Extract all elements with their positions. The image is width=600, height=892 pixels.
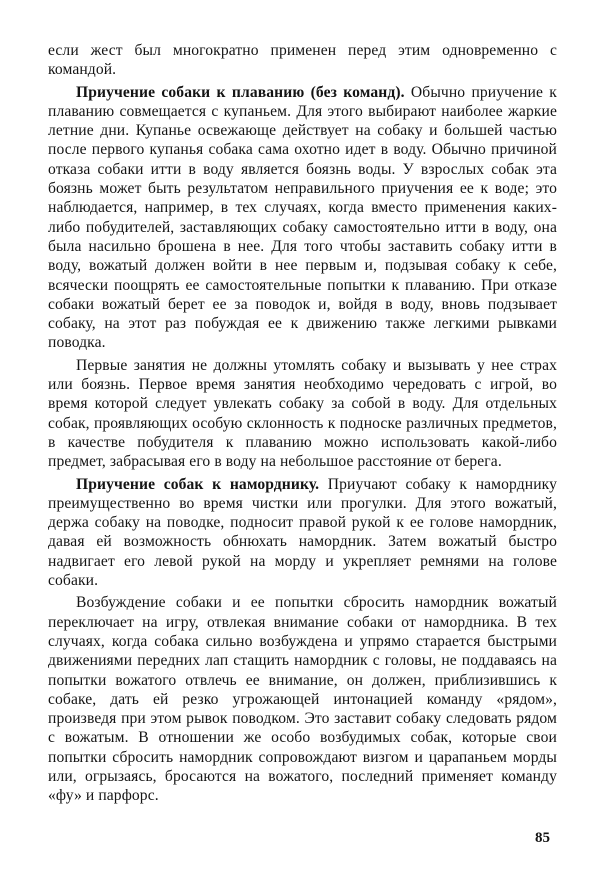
paragraph-muzzle [48, 475, 557, 591]
section-heading-muzzle: Приучение собак к наморднику. [76, 475, 320, 493]
page-number: 85 [535, 830, 550, 846]
paragraph-continuation [48, 41, 557, 80]
paragraph-text: Первые занятия не должны утомлять собаку и вызывать у нее страх или боязнь. Первое время занятия необходимо чередовать с игрой, во время которой следует увлекать собаку за собой в воду. Для отдельных собак, проявляющих особую склонность к подноске различных предметов, в качестве побудителя к плаванию можно использовать какой-либо предмет, забрасывая его в воду на небольшое расстояние от берега. [48, 356, 557, 471]
paragraph-text: Возбуждение собаки и ее попытки сбросить намордник вожатый переключает на игру, отвлекая внимание собаки от намордника. В тех случаях, когда собака сильно возбуждена и упрямо старается быстрыми движениями передних лап стащить намордник с головы, не поддаваясь на попытки вожатого отвлечь ее внимание, он должен, приблизившись к собаке, дать ей резко угрожающей интонацией команду «рядом», произведя при этом рывок поводком. Это заставит собаку следовать рядом с вожатым. В отношении же особо возбудимых собак, которые свои попытки сбросить намордник сопровождают визгом и царапаньем морды или, огрызаясь, бросаются на вожатого, последний применяет команду «фу» и парфорс. [48, 594, 557, 805]
paragraph-excitement [48, 593, 557, 805]
paragraph-text: Обычно приучение к плаванию совмещается с купаньем. Для этого выбирают наиболее жаркие летние дни. Купанье освежающе действует на собаку и большей частью после первого купанья собака сама охотно идет в воду. Обычно причиной отказа собаки итти в воду является боязнь воды. У взрослых собак эта боязнь может быть результатом неправильного приучения ее к воде; это наблюдается, например, в тех случаях, когда вместо применения каких-либо побудителей, заставляющих собаку самостоятельно итти в воду, она была насильно брошена в нее. Для того чтобы заставить собаку итти в воду, вожатый должен войти в нее первым и, подзывая собаку к себе, всячески поощрять ее самостоятельные попытки к плаванию. При отказе собаки вожатый берет ее за поводок и, войдя в воду, вновь подзывает собаку, на этот раз побуждая ее к движению также легкими рывками поводка. [48, 83, 557, 352]
paragraph-text: Приучают собаку к наморднику преимущественно во время чистки или прогулки. Для этого вожатый, держа собаку на поводке, подносит правой рукой к ее голове намордник, давая ей возможность обнюхать намордник. Затем вожатый быстро надвигает его левой рукой на морду и укрепляет ремнями на голове собаки. [48, 475, 557, 590]
page-body [48, 41, 557, 806]
section-heading-swimming: Приучение собаки к плаванию (без команд). [76, 83, 405, 101]
paragraph-text: если жест был многократно применен перед этим одновременно с командой. [48, 42, 557, 79]
paragraph-first-lessons [48, 356, 557, 472]
paragraph-swimming [48, 83, 557, 353]
